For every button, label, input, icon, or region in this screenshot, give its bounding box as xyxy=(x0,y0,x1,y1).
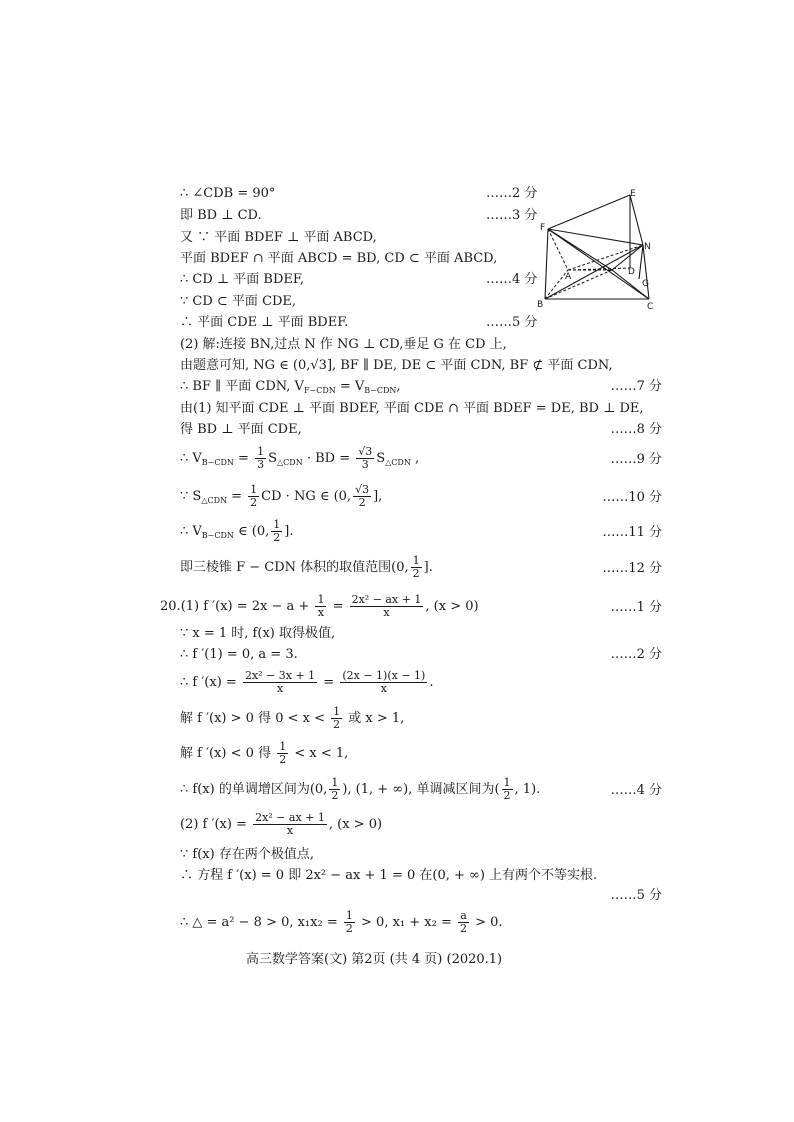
line-8: (2) 解:连接 BN,过点 N 作 NG ⊥ CD,垂足 G 在 CD 上, xyxy=(180,337,507,352)
score-q20-5: ……5 分 xyxy=(610,888,662,903)
label-G: G xyxy=(642,279,649,289)
q20-line-7: ∴ f(x) 的单调增区间为(0, $\frac{1}{2}$ ), (1, + ∞), 单调减区间为( $\frac{1}{2}$ , 1). xyxy=(180,776,541,802)
edge-NC xyxy=(643,245,649,299)
line-7: ∴ 平面 CDE ⊥ 平面 BDEF. xyxy=(180,315,349,330)
score-8: ……8 分 xyxy=(610,422,662,437)
q20-line-3: ∴ f ′(1) = 0, a = 3. xyxy=(180,647,298,662)
score-12: ……12 分 xyxy=(602,561,662,576)
label-F: F xyxy=(540,223,546,233)
score-10: ……10 分 xyxy=(602,490,662,505)
q20-line-2: ∵ x = 1 时, f(x) 取得极值, xyxy=(180,626,336,641)
edge-BD-dashed xyxy=(545,270,612,299)
score-q20-1: ……1 分 xyxy=(610,600,662,615)
label-A: A xyxy=(565,272,572,282)
score-q20-4: ……4 分 xyxy=(610,783,662,798)
label-N: N xyxy=(644,242,651,252)
line-9: 由题意可知, NG ∈ (0,√3], BF ∥ DE, DE ⊂ 平面 CDN, BF ⊄ 平面 CDN, xyxy=(180,358,613,373)
edge-FN xyxy=(548,229,643,245)
label-E: E xyxy=(630,189,636,199)
q20-line-10: ∴ 方程 f ′(x) = 0 即 2x² − ax + 1 = 0 在(0, + ∞) 上有两个不等实根. xyxy=(180,868,598,883)
geometry-figure xyxy=(536,186,664,316)
score-4: ……4 分 xyxy=(486,272,538,287)
line-2: 即 BD ⊥ CD. xyxy=(180,208,262,223)
q20-line-9: ∵ f(x) 存在两个极值点, xyxy=(180,847,314,862)
edge-EN xyxy=(630,195,643,245)
line-12: 得 BD ⊥ 平面 CDE, xyxy=(180,422,302,437)
q20-line-6: 解 f ′(x) < 0 得 $\frac{1}{2}$ < x < 1, xyxy=(180,740,349,766)
line-4: 平面 BDEF ∩ 平面 ABCD = BD, CD ⊂ 平面 ABCD, xyxy=(180,251,498,266)
score-5: ……5 分 xyxy=(486,315,538,330)
q20-line-1: 20.(1) f ′(x) = 2x − a + $\frac{1}{x}$ = $\frac{\text{2x² − ax + 1}}{x}$ , (x > 0) xyxy=(160,593,479,619)
edge-NG xyxy=(639,245,643,279)
score-11: ……11 分 xyxy=(602,525,662,540)
edge-FE xyxy=(548,195,630,229)
q20-line-4: ∴ f ′(x) = $\frac{\text{2x² − 3x + 1}}{x}$ = $\frac{(2x - 1)(x - 1)}{x}$ . xyxy=(180,669,434,695)
score-2: ……2 分 xyxy=(486,186,538,201)
line-11: 由(1) 知平面 CDE ⊥ 平面 BDEF, 平面 CDE ∩ 平面 BDEF = DE, BD ⊥ DE, xyxy=(180,401,644,416)
line-10: ∴ BF ∥ 平面 CDN, $V_{F-CDN} = V_{B-CDN}$, xyxy=(180,379,401,395)
score-9: ……9 分 xyxy=(610,452,662,467)
line-3: 又 ∵ 平面 BDEF ⊥ 平面 ABCD, xyxy=(180,230,377,245)
line-5: ∴ CD ⊥ 平面 BDEF, xyxy=(180,272,304,287)
label-D: D xyxy=(628,267,635,277)
label-C: C xyxy=(647,302,654,312)
line-1: ∴ ∠CDB = 90° xyxy=(180,186,276,201)
formula-12: 即三棱锥 F − CDN 体积的取值范围(0, $\frac{1}{2}$ ]. xyxy=(180,554,433,580)
score-3: ……3 分 xyxy=(486,208,538,223)
q20-line-5: 解 f ′(x) > 0 得 0 < x < $\frac{1}{2}$ 或 x > 1, xyxy=(180,705,405,731)
page-footer: 高三数学答案(文) 第2页 (共 4 页) (2020.1) xyxy=(246,952,503,967)
score-q20-2: ……2 分 xyxy=(610,647,662,662)
formula-11: ∴ $V_{B-CDN}$ ∈ (0, $\frac{1}{2}$ ]. xyxy=(180,518,294,544)
formula-10: ∵ $S_{\triangle CDN}$ = $\frac{1}{2}$ CD · NG ∈ (0, $\frac{√3}{2}$ ], xyxy=(180,483,383,509)
q20-line-8: (2) f ′(x) = $\frac{\text{2x² − ax + 1}}{x}$ , (x > 0) xyxy=(180,811,383,837)
label-B: B xyxy=(537,300,544,310)
edge-FB xyxy=(545,229,548,299)
formula-9: ∴ $V_{B-CDN}$ = $\frac{1}{3}$ $S_{\triangle CDN}$ · BD = $\frac{√3}{3}$ $S_{\triangle CDN}$ , xyxy=(180,445,420,471)
line-6: ∵ CD ⊂ 平面 CDE, xyxy=(180,294,297,309)
q20-line-11: ∴ △ = a² − 8 > 0, x₁x₂ = $\frac{1}{2}$ > 0, x₁ + x₂ = $\frac{a}{2}$ > 0. xyxy=(180,909,503,935)
score-7: ……7 分 xyxy=(610,379,662,394)
